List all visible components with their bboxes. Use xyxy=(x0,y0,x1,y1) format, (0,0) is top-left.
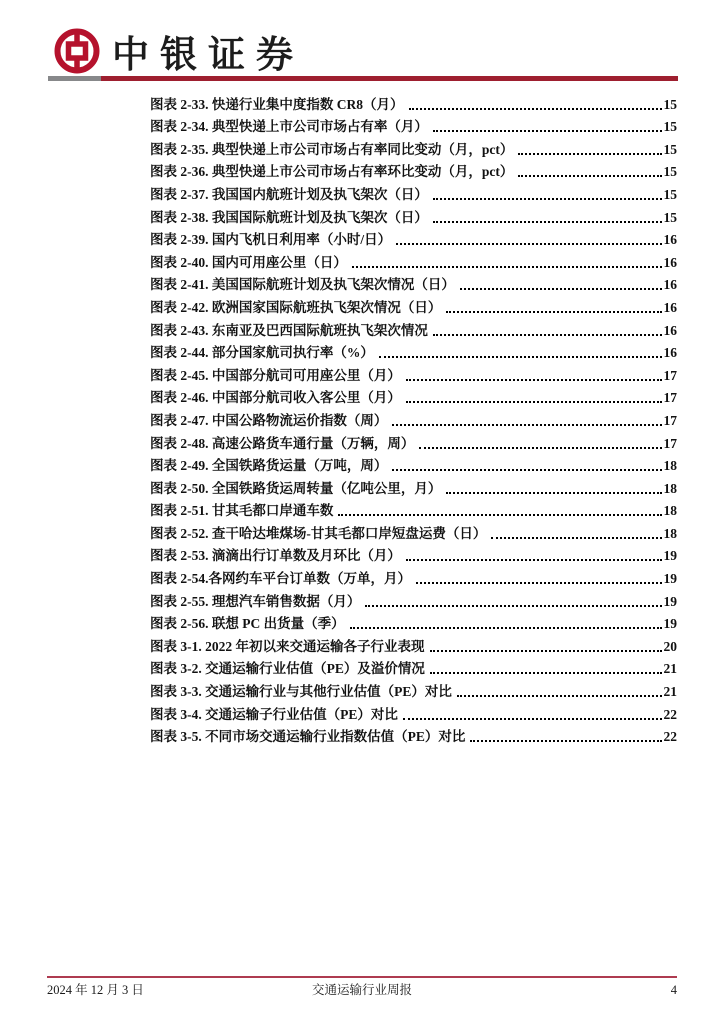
toc-dot-leader xyxy=(403,718,662,720)
toc-list xyxy=(150,92,677,747)
toc-entry[interactable] xyxy=(150,341,677,364)
toc-entry[interactable] xyxy=(150,679,677,702)
toc-entry-page-number: 15 xyxy=(663,186,677,202)
boc-logo-icon xyxy=(52,26,102,76)
toc-entry[interactable] xyxy=(150,431,677,454)
toc-entry[interactable] xyxy=(150,160,677,183)
toc-entry-page-number: 22 xyxy=(663,729,677,745)
toc-dot-leader xyxy=(365,605,661,607)
toc-entry-page-number: 15 xyxy=(663,96,677,112)
toc-entry[interactable] xyxy=(150,521,677,544)
toc-dot-leader xyxy=(392,424,661,426)
toc-entry-label: 图表 2-54.各网约车平台订单数（万单，月） xyxy=(150,571,411,587)
toc-entry-label: 图表 2-34. 典型快递上市公司市场占有率（月） xyxy=(150,119,428,135)
toc-entry-page-number: 16 xyxy=(663,299,677,315)
toc-entry-page-number: 16 xyxy=(663,277,677,293)
toc-dot-leader xyxy=(352,266,662,268)
toc-entry-page-number: 18 xyxy=(663,458,677,474)
toc-dot-leader xyxy=(430,650,662,652)
toc-entry-page-number: 17 xyxy=(663,435,677,451)
header-rule-gray-segment xyxy=(48,76,101,81)
toc-entry[interactable] xyxy=(150,182,677,205)
toc-entry-label: 图表 2-44. 部分国家航司执行率（%） xyxy=(150,345,374,361)
toc-entry-page-number: 18 xyxy=(663,503,677,519)
footer-report-title: 交通运输行业周报 xyxy=(311,983,412,997)
toc-entry-page-number: 16 xyxy=(663,322,677,338)
toc-entry[interactable] xyxy=(150,228,677,251)
toc-entry[interactable] xyxy=(150,205,677,228)
toc-dot-leader xyxy=(433,334,662,336)
toc-dot-leader xyxy=(416,582,662,584)
toc-dot-leader xyxy=(406,379,662,381)
toc-entry-label: 图表 2-42. 欧洲国家国际航班执飞架次情况（日） xyxy=(150,299,442,315)
toc-entry-label: 图表 3-3. 交通运输行业与其他行业估值（PE）对比 xyxy=(150,684,452,700)
toc-entry-page-number: 17 xyxy=(663,412,677,428)
toc-entry-label: 图表 2-35. 典型快递上市公司市场占有率同比变动（月，pct） xyxy=(150,141,514,157)
toc-entry[interactable] xyxy=(150,295,677,318)
toc-entry-label: 图表 3-2. 交通运输行业估值（PE）及溢价情况 xyxy=(150,661,425,677)
toc-entry-label: 图表 2-52. 查干哈达堆煤场-甘其毛都口岸短盘运费（日） xyxy=(150,525,487,541)
toc-entry[interactable] xyxy=(150,476,677,499)
toc-entry[interactable] xyxy=(150,566,677,589)
toc-entry-label: 图表 2-40. 国内可用座公里（日） xyxy=(150,254,347,270)
toc-dot-leader xyxy=(491,537,661,539)
toc-entry[interactable] xyxy=(150,408,677,431)
toc-dot-leader xyxy=(518,175,661,177)
toc-dot-leader xyxy=(409,108,662,110)
toc-dot-leader xyxy=(433,198,662,200)
toc-entry-page-number: 16 xyxy=(663,232,677,248)
toc-entry-page-number: 15 xyxy=(663,141,677,157)
toc-dot-leader xyxy=(433,221,662,223)
toc-dot-leader xyxy=(406,559,662,561)
toc-entry[interactable] xyxy=(150,273,677,296)
toc-entry-label: 图表 3-1. 2022 年初以来交通运输各子行业表现 xyxy=(150,638,425,654)
toc-entry[interactable] xyxy=(150,657,677,680)
header-rule-red-segment xyxy=(101,76,678,81)
toc-entry-label: 图表 2-46. 中国部分航司收入客公里（月） xyxy=(150,390,401,406)
toc-entry-page-number: 15 xyxy=(663,164,677,180)
toc-dot-leader xyxy=(433,130,662,132)
toc-dot-leader xyxy=(419,447,661,449)
footer-rule xyxy=(47,976,677,978)
toc-entry-label: 图表 2-48. 高速公路货车通行量（万辆，周） xyxy=(150,435,415,451)
toc-entry-label: 图表 2-55. 理想汽车销售数据（月） xyxy=(150,593,361,609)
toc-entry[interactable] xyxy=(150,250,677,273)
toc-dot-leader xyxy=(457,695,662,697)
toc-dot-leader xyxy=(379,356,662,358)
toc-dot-leader xyxy=(350,627,662,629)
toc-entry[interactable] xyxy=(150,386,677,409)
toc-entry-page-number: 21 xyxy=(663,661,677,677)
toc-entry-page-number: 16 xyxy=(663,254,677,270)
toc-dot-leader xyxy=(518,153,661,155)
toc-dot-leader xyxy=(460,288,662,290)
toc-entry[interactable] xyxy=(150,634,677,657)
toc-entry-label: 图表 2-33. 快递行业集中度指数 CR8（月） xyxy=(150,96,404,112)
toc-entry[interactable] xyxy=(150,115,677,138)
toc-dot-leader xyxy=(446,492,661,494)
toc-entry-page-number: 22 xyxy=(663,706,677,722)
toc-entry[interactable] xyxy=(150,702,677,725)
toc-dot-leader xyxy=(446,311,661,313)
toc-entry[interactable] xyxy=(150,612,677,635)
toc-entry-label: 图表 2-56. 联想 PC 出货量（季） xyxy=(150,616,345,632)
toc-entry-page-number: 20 xyxy=(663,638,677,654)
toc-entry-page-number: 19 xyxy=(663,593,677,609)
toc-entry-page-number: 17 xyxy=(663,367,677,383)
toc-dot-leader xyxy=(406,401,662,403)
brand-name: 中银证券 xyxy=(112,35,304,76)
toc-entry-label: 图表 2-51. 甘其毛都口岸通车数 xyxy=(150,503,334,519)
toc-entry-page-number: 15 xyxy=(663,209,677,225)
page-footer xyxy=(47,982,677,999)
toc-entry[interactable] xyxy=(150,499,677,522)
toc-entry[interactable] xyxy=(150,589,677,612)
header-rule xyxy=(48,76,678,81)
toc-entry[interactable] xyxy=(150,454,677,477)
toc-dot-leader xyxy=(392,469,661,471)
toc-entry-label: 图表 2-49. 全国铁路货运量（万吨，周） xyxy=(150,458,388,474)
toc-entry[interactable] xyxy=(150,318,677,341)
toc-entry-label: 图表 2-45. 中国部分航司可用座公里（月） xyxy=(150,367,401,383)
toc-entry-label: 图表 2-41. 美国国际航班计划及执飞架次情况（日） xyxy=(150,277,455,293)
toc-entry-page-number: 19 xyxy=(663,571,677,587)
toc-entry-page-number: 15 xyxy=(663,119,677,135)
toc-entry-page-number: 16 xyxy=(663,345,677,361)
toc-entry-label: 图表 2-39. 国内飞机日利用率（小时/日） xyxy=(150,232,392,248)
toc-entry-page-number: 18 xyxy=(663,525,677,541)
toc-entry-label: 图表 2-37. 我国国内航班计划及执飞架次（日） xyxy=(150,186,428,202)
toc-entry[interactable] xyxy=(150,725,677,748)
toc-dot-leader xyxy=(430,672,662,674)
page-header xyxy=(0,0,724,86)
toc-entry-label: 图表 2-50. 全国铁路货运周转量（亿吨公里，月） xyxy=(150,480,442,496)
footer-page-number: 4 xyxy=(670,983,677,997)
toc-entry-label: 图表 2-53. 滴滴出行订单数及月环比（月） xyxy=(150,548,401,564)
toc-entry[interactable] xyxy=(150,363,677,386)
toc-dot-leader xyxy=(396,243,661,245)
toc-entry[interactable] xyxy=(150,544,677,567)
toc-entry-label: 图表 2-47. 中国公路物流运价指数（周） xyxy=(150,412,388,428)
toc-entry-page-number: 18 xyxy=(663,480,677,496)
toc-entry-page-number: 19 xyxy=(663,548,677,564)
toc-dot-leader xyxy=(470,740,661,742)
toc-dot-leader xyxy=(338,514,661,516)
toc-entry-page-number: 21 xyxy=(663,684,677,700)
toc-entry-label: 图表 3-5. 不同市场交通运输行业指数估值（PE）对比 xyxy=(150,729,466,745)
toc-entry[interactable] xyxy=(150,137,677,160)
toc-entry-label: 图表 2-36. 典型快递上市公司市场占有率环比变动（月，pct） xyxy=(150,164,514,180)
toc-entry-page-number: 19 xyxy=(663,616,677,632)
toc-entry-page-number: 17 xyxy=(663,390,677,406)
footer-date: 2024 年 12 月 3 日 xyxy=(47,983,144,997)
toc-entry[interactable] xyxy=(150,92,677,115)
toc-entry-label: 图表 2-38. 我国国际航班计划及执飞架次（日） xyxy=(150,209,428,225)
toc-entry-label: 图表 2-43. 东南亚及巴西国际航班执飞架次情况 xyxy=(150,322,428,338)
toc-entry-label: 图表 3-4. 交通运输子行业估值（PE）对比 xyxy=(150,706,398,722)
